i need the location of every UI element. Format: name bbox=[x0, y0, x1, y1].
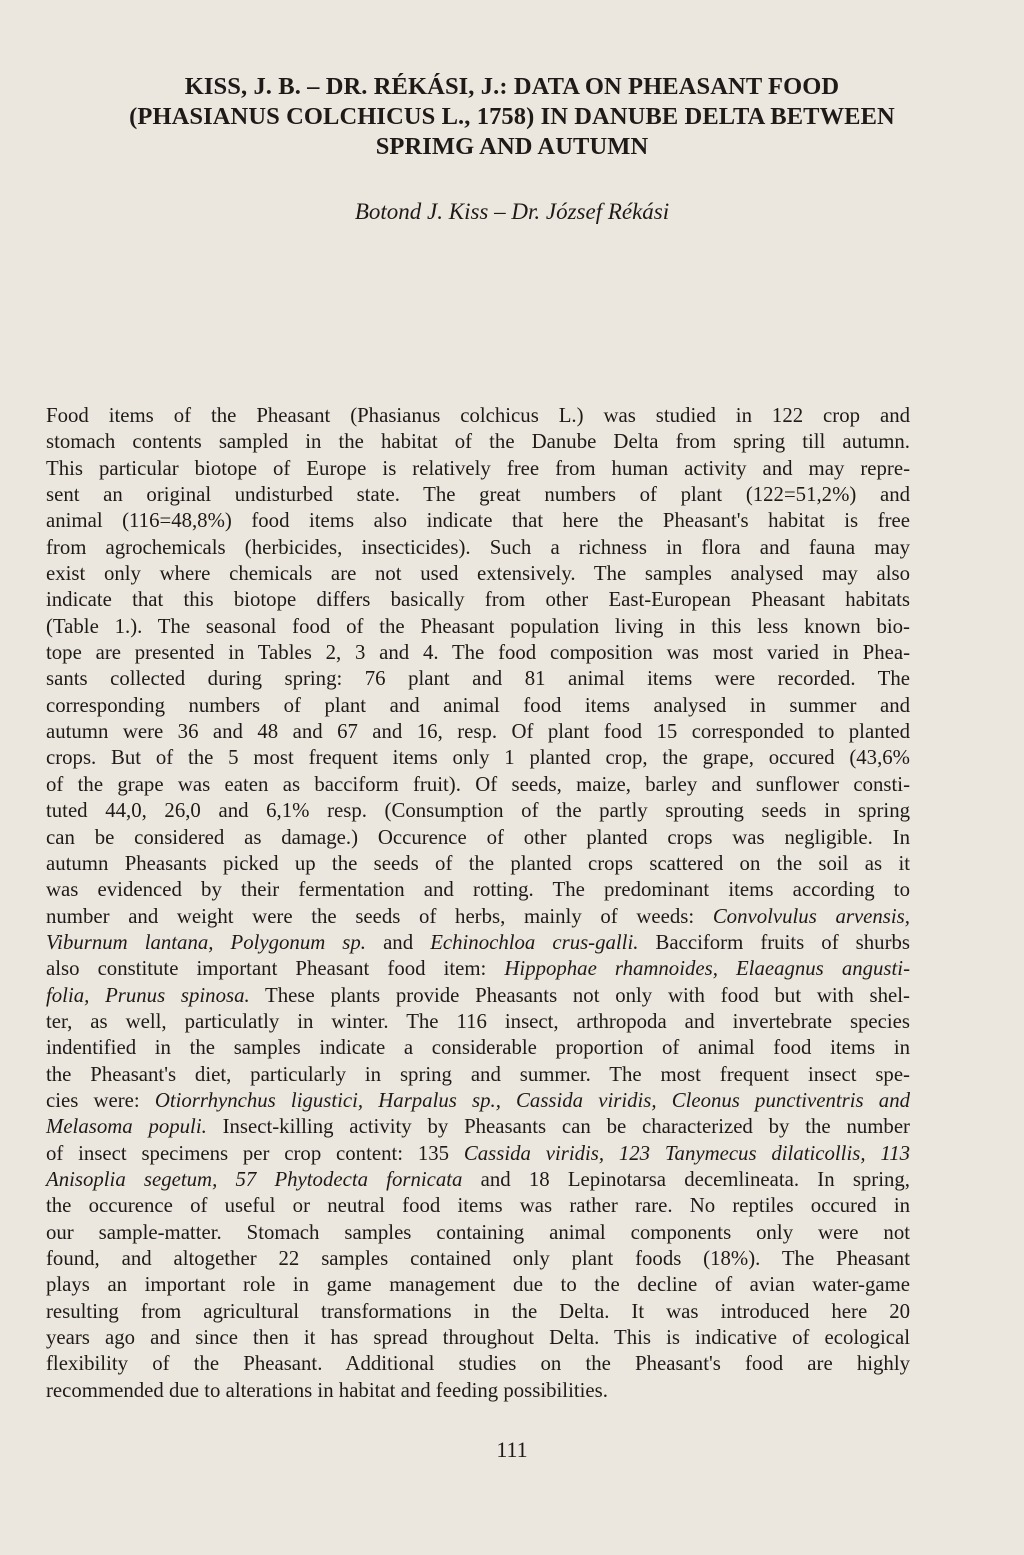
species-name: Melasoma populi. bbox=[46, 1115, 207, 1139]
body-line bbox=[46, 1114, 910, 1140]
species-name: Cassida viridis, 123 Tanymecus dilaticollis, 113 bbox=[463, 1141, 910, 1165]
text-run: sants collected during spring: 76 plant and 81 animal items were recorded. The bbox=[46, 667, 910, 691]
text-run: ter, as well, particulatly in winter. The 116 insect, arthropoda and invertebrate species bbox=[46, 1009, 910, 1033]
body-line bbox=[46, 1246, 910, 1272]
body-line bbox=[46, 666, 910, 692]
author-line: Botond J. Kiss – Dr. József Rékási bbox=[354, 199, 670, 224]
text-run: This particular biotope of Europe is relatively free from human activity and may repre- bbox=[46, 456, 910, 480]
text-run: autumn were 36 and 48 and 67 and 16, resp. Of plant food 15 corresponded to planted bbox=[46, 720, 910, 744]
text-run: (Table 1.). The seasonal food of the Pheasant population living in this less known bio- bbox=[46, 614, 910, 638]
body-line bbox=[46, 693, 910, 719]
species-name: Echinochloa crus-galli. bbox=[430, 930, 639, 954]
text-run: Insect-killing activity by Pheasants can be characterized by the number bbox=[206, 1115, 910, 1139]
body-line bbox=[46, 904, 910, 930]
text-run: found, and altogether 22 samples contained only plant foods (18%). The Pheasant bbox=[46, 1247, 910, 1270]
text-run: Bacciform fruits of shurbs bbox=[638, 930, 910, 954]
text-run: autumn Pheasants picked up the seeds of the planted crops scattered on the soil as it bbox=[46, 851, 910, 875]
text-run: These plants provide Pheasants not only with food but with shel- bbox=[249, 983, 910, 1007]
title-line: SPRIMG AND AUTUMN bbox=[375, 133, 649, 160]
body-line bbox=[46, 1035, 910, 1061]
text-run: exist only where chemicals are not used extensively. The samples analysed may also bbox=[46, 562, 910, 586]
text-run: recommended due to alterations in habitat and feeding possibilities. bbox=[46, 1378, 608, 1402]
text-run: Food items of the Pheasant (Phasianus colchicus L.) was studied in 122 crop and bbox=[46, 404, 910, 427]
text-run: sent an original undisturbed state. The great numbers of plant (122=51,2%) and bbox=[46, 483, 910, 507]
page-number: 111 bbox=[496, 1437, 528, 1462]
body-line bbox=[46, 1272, 910, 1298]
species-name: Anisoplia segetum, 57 Phytodecta fornicata bbox=[46, 1167, 463, 1191]
text-run: our sample-matter. Stomach samples containing animal components only were not bbox=[46, 1220, 910, 1244]
species-name: Hippophae rhamnoides, Elaeagnus angusti- bbox=[504, 957, 910, 981]
text-run: the occurence of useful or neutral food items was rather rare. No reptiles occured in bbox=[46, 1194, 910, 1218]
body-line bbox=[46, 1009, 910, 1035]
body-line bbox=[46, 798, 910, 824]
text-run: flexibility of the Pheasant. Additional studies on the Pheasant's food are highly bbox=[46, 1352, 910, 1376]
text-run: resulting from agricultural transformations in the Delta. It was introduced here 20 bbox=[46, 1299, 910, 1323]
body-line bbox=[46, 983, 910, 1009]
body-line bbox=[46, 956, 910, 982]
body-line bbox=[46, 851, 910, 877]
body-line bbox=[46, 1378, 910, 1404]
body-line bbox=[46, 482, 910, 508]
text-run: also constitute important Pheasant food item: bbox=[46, 957, 505, 981]
text-run: was evidenced by their fermentation and rotting. The predominant items according to bbox=[46, 878, 910, 902]
body-line bbox=[46, 745, 910, 771]
body-line bbox=[46, 1220, 910, 1246]
text-run: the Pheasant's diet, particularly in spring and summer. The most frequent insect spe- bbox=[46, 1062, 910, 1086]
abstract-body bbox=[46, 403, 910, 1404]
species-name: Otiorrhynchus ligustici, Harpalus sp., Cassida viridis, Cleonus punctiventris and bbox=[154, 1088, 910, 1112]
body-line bbox=[46, 403, 910, 429]
species-name: Viburnum lantana, Polygonum sp. bbox=[46, 930, 367, 954]
body-line bbox=[46, 1167, 910, 1193]
body-line bbox=[46, 561, 910, 587]
body-line bbox=[46, 772, 910, 798]
text-run: years ago and since then it has spread throughout Delta. This is indicative of ecological bbox=[46, 1326, 910, 1350]
body-line bbox=[46, 1062, 910, 1088]
body-line bbox=[46, 719, 910, 745]
text-run: of the grape was eaten as bacciform fruit). Of seeds, maize, barley and sunflower consti- bbox=[46, 772, 910, 796]
title-line: KISS, J. B. – DR. RÉKÁSI, J.: DATA ON PHEASANT FOOD bbox=[184, 73, 840, 100]
text-run: corresponding numbers of plant and animal food items analysed in summer and bbox=[46, 693, 910, 717]
body-line bbox=[46, 930, 910, 956]
text-run: number and weight were the seeds of herbs, mainly of weeds: bbox=[46, 904, 713, 928]
text-run: and bbox=[366, 930, 431, 954]
body-line bbox=[46, 535, 910, 561]
body-line bbox=[46, 1299, 910, 1325]
text-run: cies were: bbox=[46, 1088, 155, 1112]
text-run: stomach contents sampled in the habitat of the Danube Delta from spring till autumn. bbox=[46, 430, 910, 454]
text-run: indentified in the samples indicate a considerable proportion of animal food items in bbox=[46, 1036, 910, 1060]
text-run: from agrochemicals (herbicides, insecticides). Such a richness in flora and fauna may bbox=[46, 535, 910, 559]
text-run: indicate that this biotope differs basically from other East-European Pheasant habitats bbox=[46, 588, 910, 612]
body-line bbox=[46, 456, 910, 482]
body-line bbox=[46, 1141, 910, 1167]
body-line bbox=[46, 1193, 910, 1219]
body-line bbox=[46, 1351, 910, 1377]
text-run: crops. But of the 5 most frequent items only 1 planted crop, the grape, occured (43,6% bbox=[46, 746, 910, 770]
text-run: of insect specimens per crop content: 135 bbox=[46, 1141, 464, 1165]
body-line bbox=[46, 429, 910, 455]
body-line bbox=[46, 1088, 910, 1114]
species-name: Convolvulus arvensis, bbox=[712, 904, 910, 928]
text-run: plays an important role in game management due to the decline of avian water-game bbox=[46, 1273, 910, 1297]
body-line bbox=[46, 825, 910, 851]
body-line bbox=[46, 877, 910, 903]
species-name: folia, Prunus spinosa. bbox=[46, 983, 250, 1007]
body-line bbox=[46, 587, 910, 613]
body-line bbox=[46, 614, 910, 640]
body-line bbox=[46, 508, 910, 534]
paper-title bbox=[0, 72, 1024, 162]
text-run: tuted 44,0, 26,0 and 6,1% resp. (Consumption of the partly sprouting seeds in spring bbox=[46, 799, 910, 823]
text-run: animal (116=48,8%) food items also indicate that here the Pheasant's habitat is free bbox=[46, 509, 910, 533]
body-line bbox=[46, 640, 910, 666]
title-line: (PHASIANUS COLCHICUS L., 1758) IN DANUBE DELTA BETWEEN bbox=[129, 103, 895, 130]
text-run: can be considered as damage.) Occurence of other planted crops was negligible. In bbox=[46, 825, 910, 849]
text-run: tope are presented in Tables 2, 3 and 4. The food composition was most varied in Phea- bbox=[46, 641, 910, 665]
body-line bbox=[46, 1325, 910, 1351]
text-run: and 18 Lepinotarsa decemlineata. In spring, bbox=[462, 1167, 911, 1191]
